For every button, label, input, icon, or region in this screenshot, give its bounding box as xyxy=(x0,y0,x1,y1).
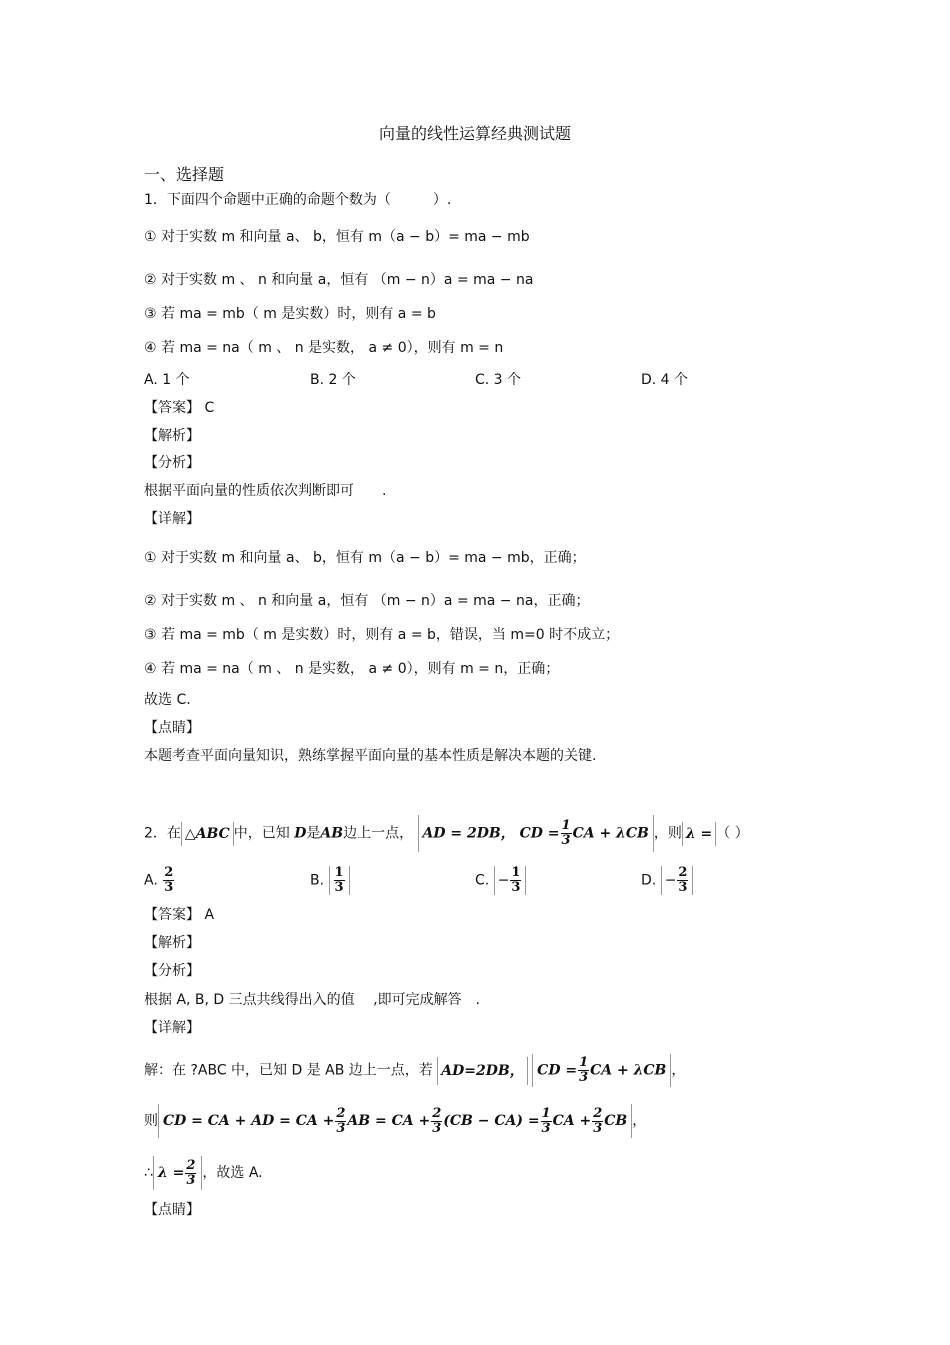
q1-proposition-3: ③ 若 ma = mb（ m 是实数）时，则有 a = b xyxy=(144,306,436,322)
therefore-symbol: ∴ xyxy=(144,1165,153,1181)
q1-dianjing-text: 本题考查平面向量知识，熟练掌握平面向量的基本性质是解决本题的关键. xyxy=(144,748,597,764)
q2-stem-ze: ，则 xyxy=(653,825,682,842)
q1-choice: 故选 C. xyxy=(144,692,191,708)
q2-option-b xyxy=(310,866,350,895)
page-title: 向量的线性运算经典测试题 xyxy=(378,124,571,143)
conclusion-fraction xyxy=(185,1159,196,1188)
q2-stem-mid2: 边上一点， xyxy=(343,825,414,842)
q2-segment-ab: AB xyxy=(320,825,344,842)
q2-stem-mid1: 中，已知 xyxy=(233,825,290,842)
q1-stem: 1．下面四个命题中正确的命题个数为（ ）. xyxy=(144,192,452,208)
q2-stem xyxy=(144,815,749,852)
eq-fraction xyxy=(578,1056,589,1085)
q1-detail-label: 【详解】 xyxy=(144,511,200,527)
q2-analysis-label: 【解析】 xyxy=(144,935,200,951)
q2-stem-shi: 是 xyxy=(306,825,321,842)
chain-fraction xyxy=(335,1107,346,1136)
q1-option-a: A. 1 个 xyxy=(144,372,190,388)
q1-option-b: B. 2 个 xyxy=(310,372,356,388)
frac-num: 2 xyxy=(678,865,688,880)
q1-dianjing-label: 【点睛】 xyxy=(144,720,200,736)
chain-part: (CB − CA) = xyxy=(443,1113,540,1129)
chain-part: AB = CA + xyxy=(347,1113,431,1129)
solution-text: 解：在 ?ABC 中，已知 D 是 AB 边上一点，若 xyxy=(144,1062,433,1079)
q2-fenxi-label: 【分析】 xyxy=(144,963,200,979)
q2-condition-box xyxy=(418,815,654,852)
q1-fenxi-text: 根据平面向量的性质依次判断即可 . xyxy=(144,483,387,499)
q1-detail-1: ① 对于实数 m 和向量 a、 b，恒有 m（a − b）= ma − mb，正确； xyxy=(144,550,586,566)
option-fraction xyxy=(334,866,345,895)
q1-proposition-1: ① 对于实数 m 和向量 a、 b，恒有 m（a − b）= ma − mb xyxy=(144,229,530,245)
solution-comma: ， xyxy=(632,1113,647,1129)
frac-den: 3 xyxy=(541,1120,551,1136)
q2-eq-b1: CD = xyxy=(519,825,560,842)
frac-num: 2 xyxy=(186,1157,196,1173)
conclusion-lambda: λ = xyxy=(157,1165,185,1181)
q1-analysis-label: 【解析】 xyxy=(144,428,200,444)
q1-proposition-4: ④ 若 ma = na（ m 、 n 是实数， a ≠ 0），则有 m = n xyxy=(144,340,504,356)
q1-answer: 【答案】 C xyxy=(144,400,215,416)
frac-den: 3 xyxy=(334,880,344,895)
solution-chain-box xyxy=(158,1104,632,1138)
q1-detail-2: ② 对于实数 m 、 n 和向量 a，恒有 （m − n）a = ma − na，正确； xyxy=(144,593,590,609)
q2-triangle: △ABC xyxy=(181,822,234,846)
solution-eq-ad: AD=2DB， xyxy=(437,1057,527,1085)
q1-detail-3: ③ 若 ma = mb（ m 是实数）时，则有 a = b，错误，当 m=0 时不成立； xyxy=(144,627,620,643)
q2-option-d xyxy=(641,866,693,895)
q2-eq-b2: CA + λCB xyxy=(572,825,649,842)
option-label: B. xyxy=(310,872,325,889)
frac-num: 2 xyxy=(164,865,174,880)
option-fraction xyxy=(677,866,688,895)
eq-rhs: CA + λCB xyxy=(590,1062,667,1079)
q1-fenxi-label: 【分析】 xyxy=(144,455,200,471)
q2-solution-line-2 xyxy=(144,1104,646,1138)
frac-num: 1 xyxy=(579,1055,589,1070)
frac-num: 1 xyxy=(541,1105,551,1121)
frac-den: 3 xyxy=(678,880,688,895)
section-heading: 一、选择题 xyxy=(144,165,225,184)
frac-num: 2 xyxy=(593,1105,603,1121)
option-sign: − xyxy=(664,872,677,889)
chain-fraction xyxy=(541,1107,552,1136)
frac-den: 3 xyxy=(336,1120,346,1136)
frac-den: 3 xyxy=(593,1120,603,1136)
frac-num: 1 xyxy=(561,818,571,833)
solution-comma: ， xyxy=(671,1062,686,1079)
option-label: D. xyxy=(641,872,657,889)
q2-paren: （ ） xyxy=(716,825,749,842)
frac-num: 1 xyxy=(334,865,344,880)
q2-point-d: D xyxy=(294,825,307,842)
option-sign: − xyxy=(497,872,510,889)
q2-conclusion xyxy=(144,1156,263,1190)
q1-option-c: C. 3 个 xyxy=(475,372,522,388)
frac-den: 3 xyxy=(579,1070,589,1085)
chain-part: CB xyxy=(604,1113,628,1129)
option-label: A. xyxy=(144,872,158,889)
conclusion-text: ，故选 A. xyxy=(202,1165,263,1181)
q2-solution-line-1 xyxy=(144,1054,685,1087)
q2-fraction-1-3 xyxy=(561,819,572,848)
option-fraction xyxy=(510,866,521,895)
q2-answer: 【答案】 A xyxy=(144,907,215,923)
option-fraction xyxy=(163,866,174,895)
option-label: C. xyxy=(475,872,490,889)
eq-lhs: CD = xyxy=(537,1062,578,1079)
frac-num: 2 xyxy=(432,1105,442,1121)
q2-stem-pre: 2．在 xyxy=(144,825,181,842)
q2-eq-a: AD = 2DB， xyxy=(422,825,515,842)
frac-den: 3 xyxy=(561,833,571,848)
frac-den: 3 xyxy=(186,1172,196,1188)
frac-den: 3 xyxy=(164,880,174,895)
chain-fraction xyxy=(431,1107,442,1136)
q2-option-a xyxy=(144,866,175,895)
frac-num: 2 xyxy=(336,1105,346,1121)
frac-num: 1 xyxy=(511,865,521,880)
chain-part: CD = CA + AD = CA + xyxy=(163,1113,335,1129)
solution-ze: 则 xyxy=(144,1113,158,1129)
q2-detail-label: 【详解】 xyxy=(144,1020,200,1036)
q1-option-d: D. 4 个 xyxy=(641,372,689,388)
q2-lambda: λ = xyxy=(682,822,716,846)
solution-eq-cd-box xyxy=(532,1054,671,1087)
q1-proposition-2: ② 对于实数 m 、 n 和向量 a，恒有 （m − n）a = ma − na xyxy=(144,272,534,288)
chain-fraction xyxy=(592,1107,603,1136)
q2-fenxi-text: 根据 A, B, D 三点共线得出入的值 ,即可完成解答 . xyxy=(144,992,481,1008)
conclusion-box xyxy=(153,1156,202,1190)
q2-option-c xyxy=(475,866,526,895)
q2-dianjing-label: 【点睛】 xyxy=(144,1202,200,1218)
frac-den: 3 xyxy=(511,880,521,895)
frac-den: 3 xyxy=(432,1120,442,1136)
chain-part: CA + xyxy=(552,1113,592,1129)
q1-detail-4: ④ 若 ma = na（ m 、 n 是实数， a ≠ 0），则有 m = n，正确； xyxy=(144,661,560,677)
